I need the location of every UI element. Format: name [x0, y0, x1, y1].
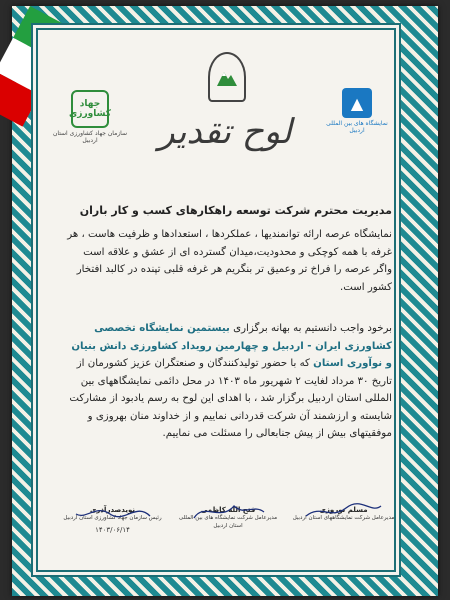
- mountain-emblem-icon: [208, 52, 246, 102]
- signature-date: ۱۴۰۳/۰۶/۱۴: [95, 526, 130, 534]
- addressee: مدیریت محترم شرکت توسعه راهکارهای کسب و کار باران: [79, 204, 392, 217]
- paragraph-main-rest: که با حضور تولیدکنندگان و صنعتگران عزیز کشورمان از تاریخ ۳۰ مرداد لغایت ۲ شهریور ماه ۱۴۰۳ در محل دائمی نمایشگاههای بین المللی استان اردبیل برگزار شد ، با اهدای این لوح به رسم یادبود از مشارکت شایسته و ارزشمند آن شرکت قدردانی نماییم و از خداوند منان بهروزی و موفقیتهای بیش از پیش جنابعالی را مسئلت می نماییم.: [69, 358, 392, 439]
- signatory-name: مسلم نوروزی: [319, 506, 368, 514]
- paragraph-intro: نمایشگاه عرصه ارائه توانمندیها ، عملکردها ، استعدادها و ظرفیت هاست ، هر غرفه با همه کوچکی و محدودیت،میدان گسترده ای از عشق و علاقه است واگر عرصه را فراخ تر وعمیق تر بنگریم هر غرفه قلبی تپنده در کالبد افتخار کشور است.: [67, 229, 392, 293]
- signatory-role: مدیرعامل شرکت نمایشگاههای استان اردبیل: [292, 515, 395, 521]
- event-highlight: بیستمین نمایشگاه تخصصی کشاورزی ایران - اردبیل و چهارمین رویداد کشاورزی دانش بنیان و نوآوری استان: [71, 323, 392, 369]
- signature-1-stroke-icon: [301, 500, 386, 522]
- signature-2-stroke-icon: [186, 500, 271, 522]
- signatory-role: مدیرعامل شرکت نمایشگاه های بین المللی استان اردبیل: [178, 515, 278, 529]
- jihad-badge-icon: جهاد کشاورزی: [71, 90, 109, 128]
- signature-3: [60, 506, 165, 566]
- signatory-name: نویدصدرآذری: [90, 506, 135, 514]
- signature-2: [176, 506, 281, 566]
- paragraph-main-intro: برخود واجب دانستیم به بهانه برگزاری: [233, 323, 392, 334]
- triangle-logo-icon: ▲: [342, 88, 372, 118]
- signature-3-stroke-icon: [70, 500, 155, 522]
- paragraph-main: [62, 320, 392, 443]
- signatory-role: رئیس سازمان جهاد کشاورزی استان اردبیل: [63, 515, 162, 521]
- signature-1: [291, 506, 396, 566]
- certificate-title: لوح تقدیر: [158, 112, 292, 152]
- signatory-name: فتح الله کاظمی: [200, 506, 256, 514]
- left-logo-caption: سازمان جهاد کشاورزی استان اردبیل: [52, 130, 128, 144]
- right-logo-caption: نمایشگاه های بین المللی اردبیل: [326, 120, 388, 134]
- signature-block: [60, 506, 396, 566]
